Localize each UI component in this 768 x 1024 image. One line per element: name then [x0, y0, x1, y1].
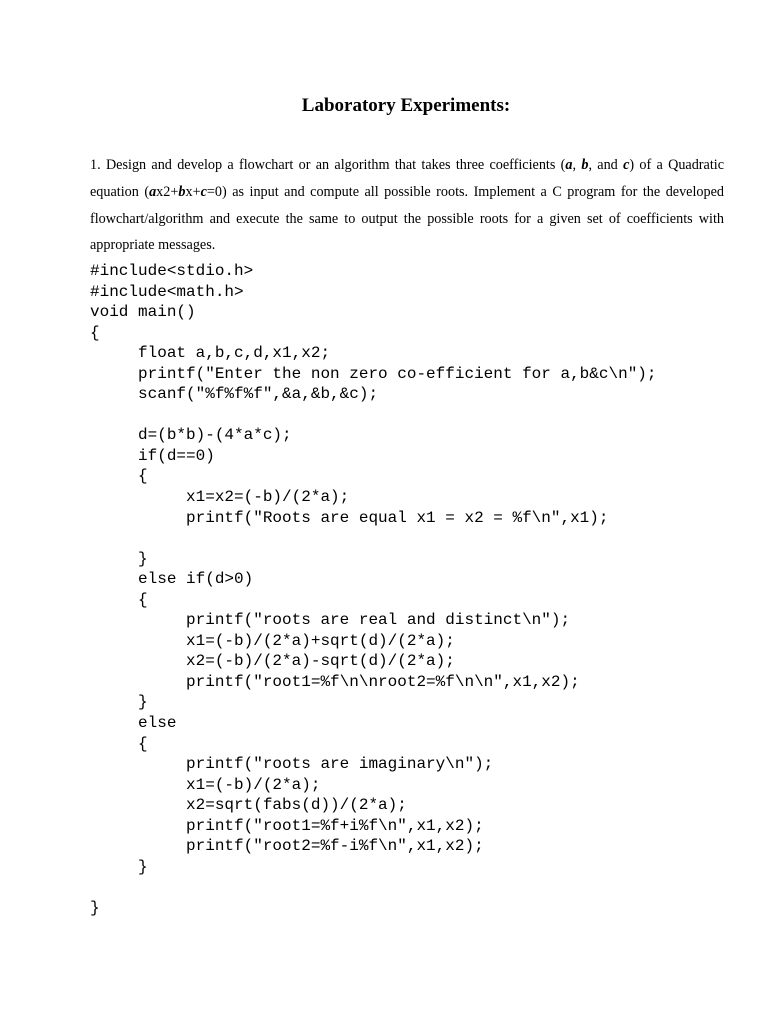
- code-line: x1=(-b)/(2*a)+sqrt(d)/(2*a);: [90, 631, 455, 650]
- code-line: {: [90, 323, 100, 342]
- code-line: float a,b,c,d,x1,x2;: [90, 344, 331, 363]
- code-line: printf("roots are imaginary\n");: [90, 755, 494, 774]
- code-line: printf("Enter the non zero co-efficient for a,b&c\n");: [90, 364, 657, 383]
- code-listing: [90, 261, 657, 919]
- code-line: x1=x2=(-b)/(2*a);: [90, 488, 350, 507]
- code-line: x2=sqrt(fabs(d))/(2*a);: [90, 796, 407, 815]
- equation-term-2: x+: [185, 183, 201, 200]
- code-line: [90, 405, 657, 426]
- code-line: printf("root2=%f-i%f\n",x1,x2);: [90, 837, 484, 856]
- equation-coefficient-b: b: [178, 183, 186, 200]
- equation-term-1: x2+: [156, 183, 179, 200]
- code-line: [90, 528, 657, 549]
- code-line: {: [90, 590, 148, 609]
- code-line: }: [90, 549, 148, 568]
- code-line: printf("root1=%f\n\nroot2=%f\n\n",x1,x2);: [90, 672, 580, 691]
- equation-coefficient-c: c: [200, 183, 207, 200]
- code-line: printf("root1=%f+i%f\n",x1,x2);: [90, 816, 484, 835]
- question-text-part-2: ) of a Quadratic equation (: [90, 157, 725, 200]
- quadratic-equation: [149, 184, 222, 200]
- code-line: printf("Roots are equal x1 = x2 = %f\n",x1);: [90, 508, 609, 527]
- code-line: {: [90, 734, 148, 753]
- question-paragraph: [90, 152, 724, 259]
- code-line: {: [90, 467, 148, 486]
- code-line: }: [90, 693, 148, 712]
- code-line: void main(): [90, 303, 196, 322]
- question-number: 1.: [90, 157, 101, 173]
- question-text-part-1: Design and develop a flowchart or an algorithm that takes three coefficients (: [105, 157, 566, 173]
- code-line: }: [90, 898, 100, 917]
- coefficient-a: a: [565, 157, 573, 173]
- code-line: x2=(-b)/(2*a)-sqrt(d)/(2*a);: [90, 652, 455, 671]
- code-line: d=(b*b)-(4*a*c);: [90, 426, 292, 445]
- equation-term-3: =0: [206, 183, 222, 200]
- coefficient-c: c: [623, 157, 630, 173]
- code-line: scanf("%f%f%f",&a,&b,&c);: [90, 385, 379, 404]
- question-text-part-3: ) as input and compute all possible roots. Implement a C program for the developed flowchart/algorithm and execute the same to output the possible roots for a given set of coefficients with appropriate messages.: [90, 183, 724, 254]
- code-line: else: [90, 714, 177, 733]
- code-line: else if(d>0): [90, 570, 254, 589]
- code-line: printf("roots are real and distinct\n");: [90, 611, 571, 630]
- code-line: if(d==0): [90, 446, 215, 465]
- code-line: #include<math.h>: [90, 282, 244, 301]
- page-title: Laboratory Experiments:: [301, 95, 511, 116]
- code-line: }: [90, 857, 148, 876]
- equation-coefficient-a: a: [149, 183, 157, 200]
- question-separator-1: ,: [572, 157, 582, 173]
- code-line: #include<stdio.h>: [90, 262, 254, 280]
- code-line: x1=(-b)/(2*a);: [90, 775, 321, 794]
- code-line: [90, 877, 657, 898]
- question-separator-2: , and: [588, 157, 624, 173]
- coefficient-b: b: [581, 157, 589, 173]
